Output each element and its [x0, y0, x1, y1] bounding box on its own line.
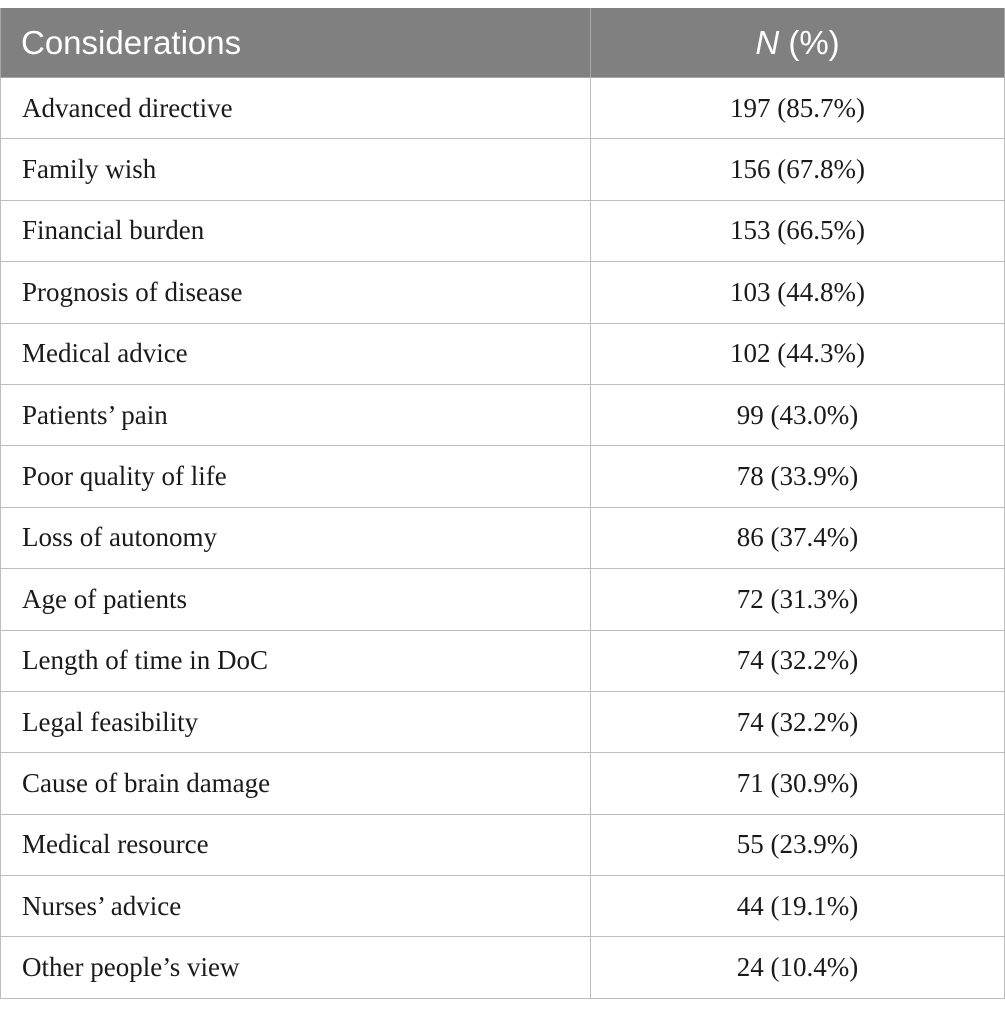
table-body — [1, 78, 1005, 999]
table-row — [1, 323, 1005, 384]
row-label: Age of patients — [1, 569, 591, 630]
row-label: Poor quality of life — [1, 446, 591, 507]
table-header — [1, 8, 1005, 78]
row-value: 102 (44.3%) — [591, 323, 1005, 384]
row-label: Loss of autonomy — [1, 507, 591, 568]
row-label: Medical advice — [1, 323, 591, 384]
row-value: 44 (19.1%) — [591, 876, 1005, 937]
header-considerations: Considerations — [1, 8, 591, 78]
table-row — [1, 937, 1005, 998]
table-row — [1, 630, 1005, 691]
header-n-percent — [591, 8, 1005, 78]
table-row — [1, 446, 1005, 507]
row-value: 72 (31.3%) — [591, 569, 1005, 630]
row-label: Prognosis of disease — [1, 262, 591, 323]
table-row — [1, 139, 1005, 200]
row-value: 55 (23.9%) — [591, 814, 1005, 875]
row-value: 78 (33.9%) — [591, 446, 1005, 507]
row-label: Patients’ pain — [1, 384, 591, 445]
row-value: 24 (10.4%) — [591, 937, 1005, 998]
table-row — [1, 753, 1005, 814]
row-value: 71 (30.9%) — [591, 753, 1005, 814]
considerations-table-container — [0, 8, 1004, 999]
row-label: Medical resource — [1, 814, 591, 875]
row-label: Family wish — [1, 139, 591, 200]
header-n-symbol: N — [755, 23, 780, 61]
row-label: Length of time in DoC — [1, 630, 591, 691]
row-label: Cause of brain damage — [1, 753, 591, 814]
row-label: Financial burden — [1, 200, 591, 261]
row-value: 74 (32.2%) — [591, 691, 1005, 752]
row-label: Other people’s view — [1, 937, 591, 998]
row-label: Nurses’ advice — [1, 876, 591, 937]
header-percent-label: (%) — [779, 23, 840, 61]
row-value: 153 (66.5%) — [591, 200, 1005, 261]
table-row — [1, 384, 1005, 445]
row-value: 99 (43.0%) — [591, 384, 1005, 445]
table-row — [1, 691, 1005, 752]
table-row — [1, 569, 1005, 630]
row-value: 86 (37.4%) — [591, 507, 1005, 568]
table-row — [1, 78, 1005, 139]
table-row — [1, 876, 1005, 937]
row-value: 197 (85.7%) — [591, 78, 1005, 139]
row-value: 74 (32.2%) — [591, 630, 1005, 691]
row-value: 103 (44.8%) — [591, 262, 1005, 323]
table-row — [1, 200, 1005, 261]
considerations-table — [0, 8, 1005, 999]
row-label: Legal feasibility — [1, 691, 591, 752]
table-row — [1, 507, 1005, 568]
table-row — [1, 814, 1005, 875]
table-row — [1, 262, 1005, 323]
row-value: 156 (67.8%) — [591, 139, 1005, 200]
row-label: Advanced directive — [1, 78, 591, 139]
header-row — [1, 8, 1005, 78]
